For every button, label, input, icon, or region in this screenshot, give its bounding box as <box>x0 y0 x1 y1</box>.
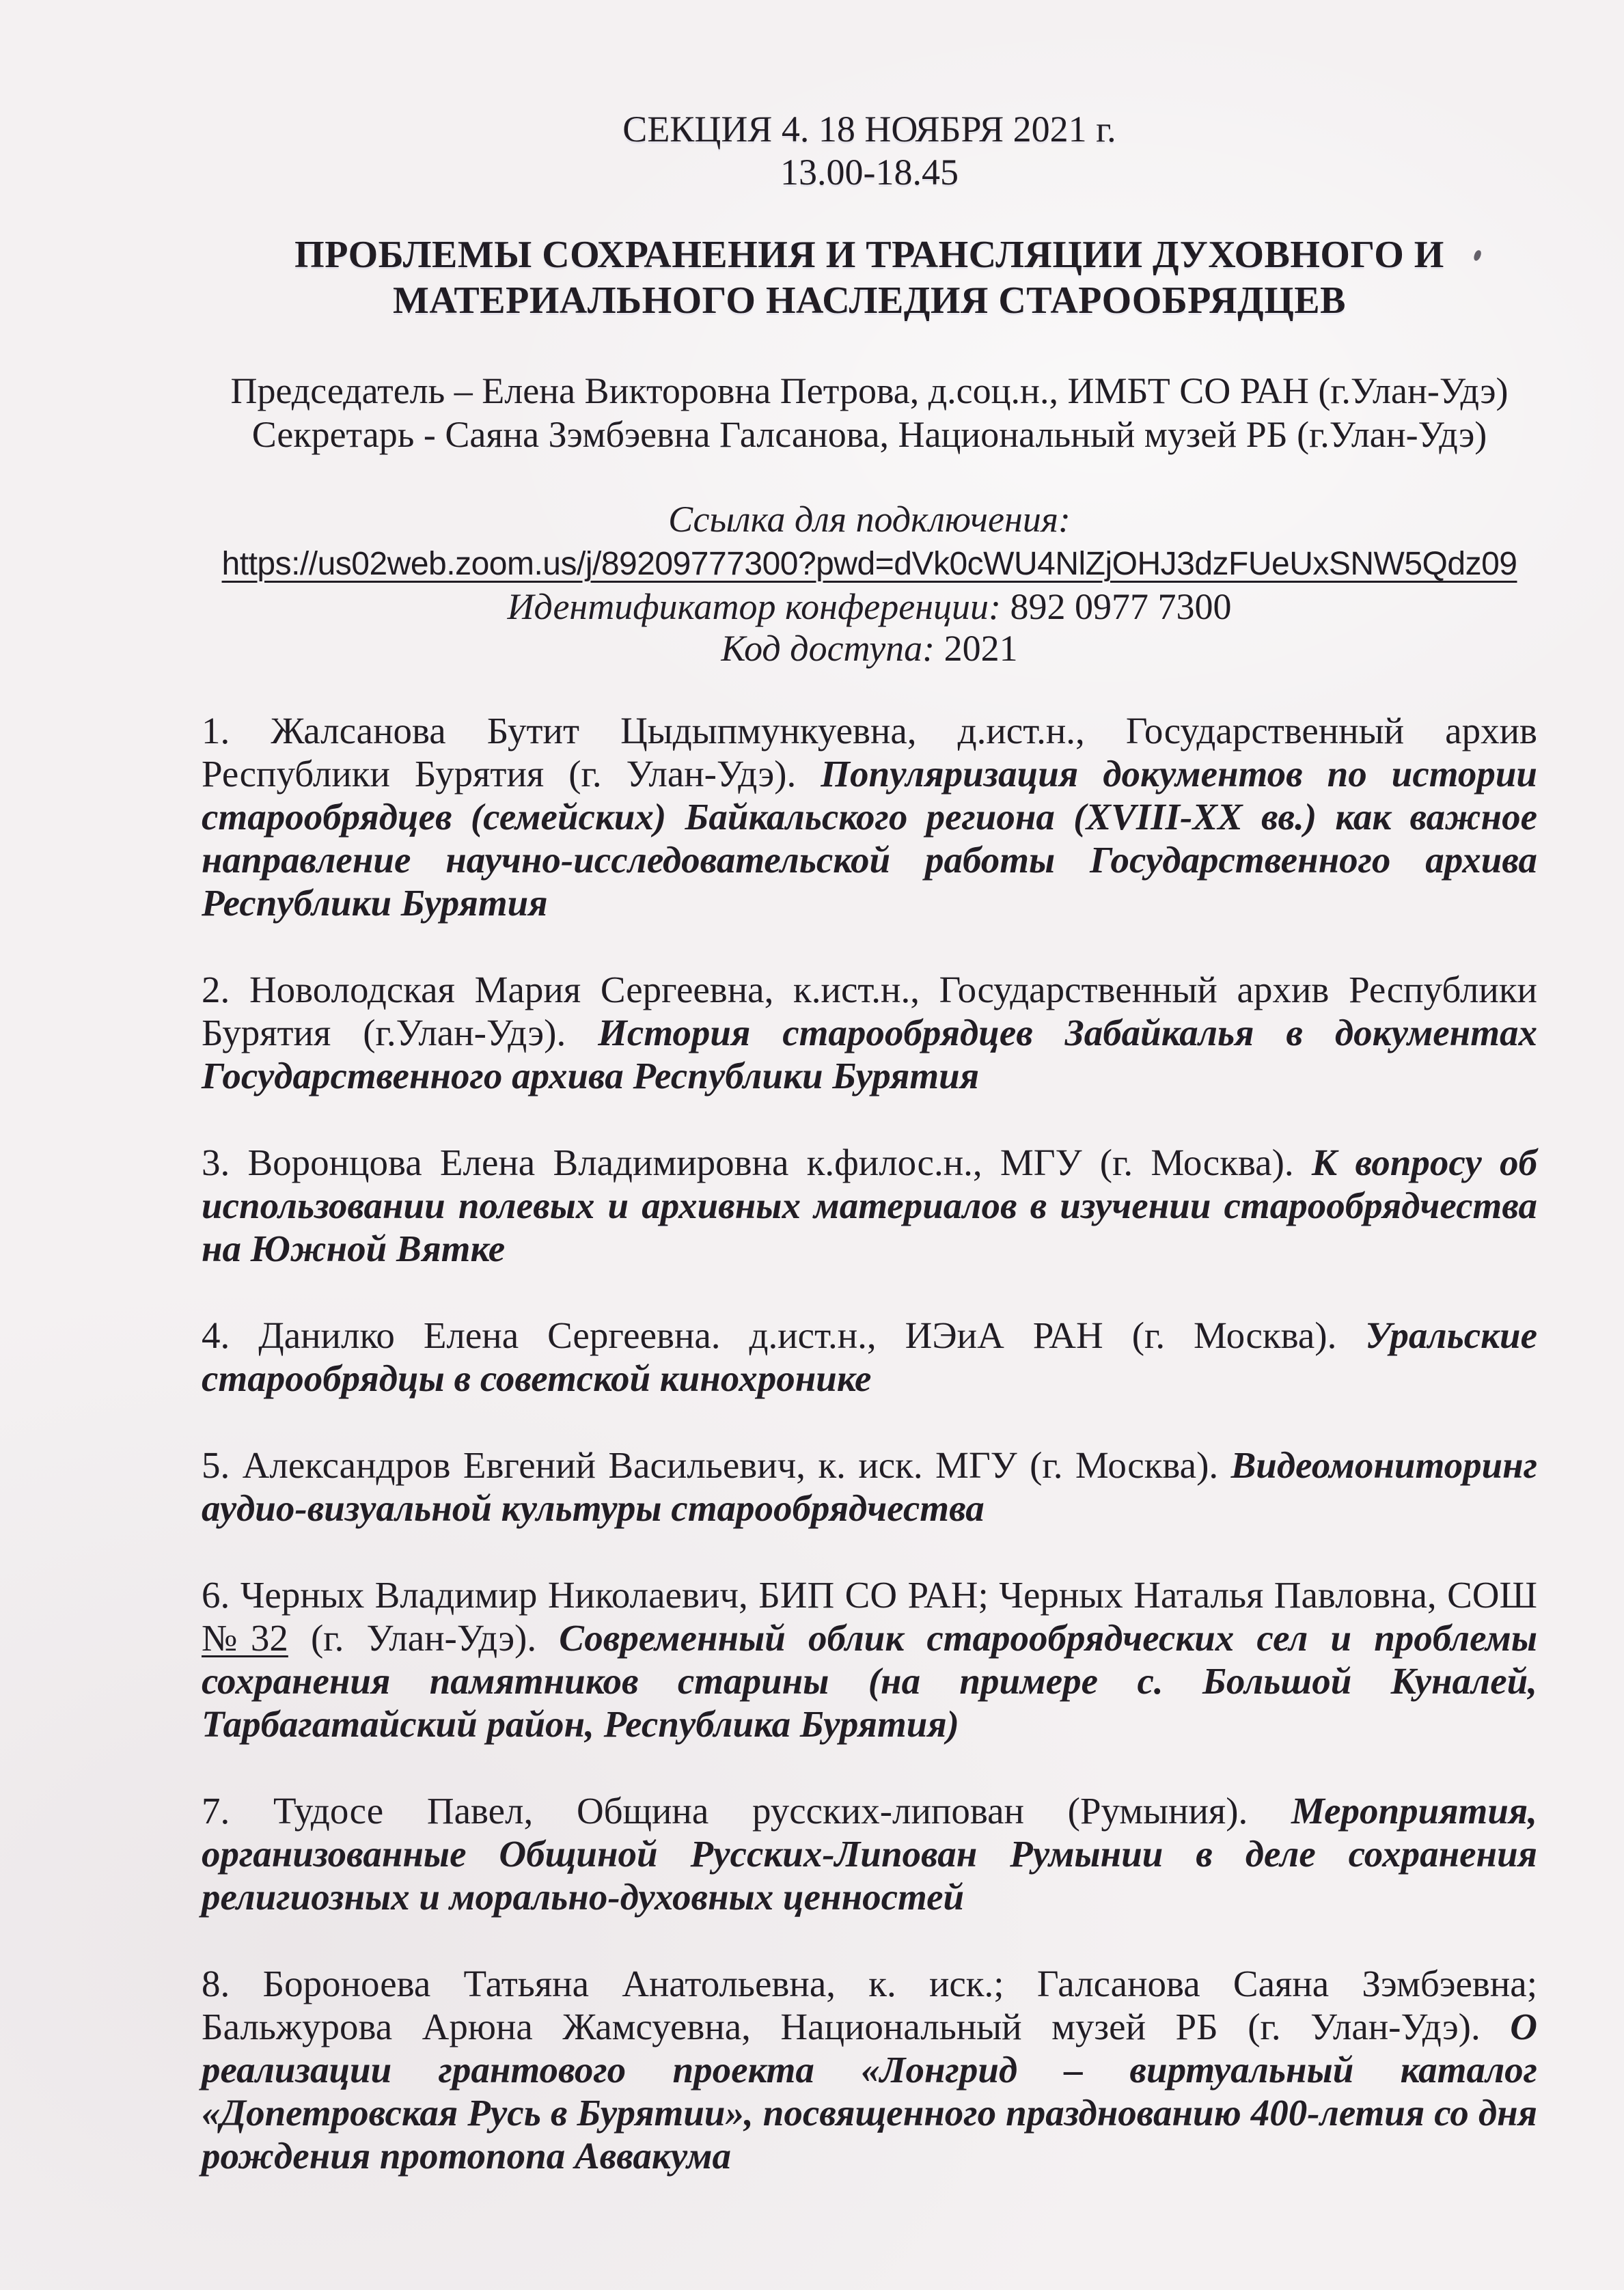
author-affiliation: 8. Бороноева Татьяна Анатольевна, к. иск.; Галсанова Саяна Зэмбэевна; Бальжурова Арюна Жамсуевна, Национальный музей РБ (г. Улан-Удэ). <box>202 1963 1537 2047</box>
program-item-7 <box>202 1789 1537 1918</box>
program-list <box>202 709 1537 2177</box>
talk-title: О реализации грантового проекта «Лонгрид – виртуальный каталог «Допетровская Русь в Бурятии», посвященного празднованию 400-летия со дня рождения протопопа Аввакума <box>202 2006 1537 2177</box>
passcode-label: Код доступа: <box>721 628 935 669</box>
document-title <box>202 232 1537 324</box>
author-affiliation: 5. Александров Евгений Васильевич, к. иск. МГУ (г. Москва). <box>202 1444 1231 1486</box>
program-item-5 <box>202 1444 1537 1530</box>
program-item-4 <box>202 1314 1537 1400</box>
program-item-6 <box>202 1573 1537 1746</box>
program-item-3 <box>202 1141 1537 1270</box>
author-affiliation: 4. Данилко Елена Сергеевна. д.ист.н., ИЭиА РАН (г. Москва). <box>202 1314 1366 1356</box>
secretary-line: Секретарь - Саяна Зэмбэевна Галсанова, Национальный музей РБ (г.Улан-Удэ) <box>251 414 1487 455</box>
zoom-link-label: Ссылка для подключения: <box>668 499 1071 540</box>
author-affiliation: (г. Улан-Удэ). <box>288 1617 560 1659</box>
program-item-2 <box>202 968 1537 1097</box>
author-affiliation: 6. Черных Владимир Николаевич, БИП СО РАН; Черных Наталья Павловна, СОШ <box>202 1574 1537 1616</box>
section-heading-time: 13.00-18.45 <box>780 152 959 193</box>
section-heading-line1: СЕКЦИЯ 4. 18 НОЯБРЯ 2021 г. <box>622 109 1116 150</box>
talk-title: Видеомониторинг аудио-визуальной культуры старообрядчества <box>202 1444 1537 1529</box>
talk-title: Мероприятия, организованные Общиной Русских-Липован Румынии в деле сохранения религиозных и морально-духовных ценностей <box>202 1790 1537 1918</box>
chairperson-line: Председатель – Елена Викторовна Петрова, д.соц.н., ИМБТ СО РАН (г.Улан-Удэ) <box>230 370 1509 411</box>
author-affiliation: 1. Жалсанова Бутит Цыдыпмункуевна, д.ист.н., Государственный архив Республики Бурятия (г. Улан-Удэ). <box>202 710 1537 795</box>
meeting-id-label: Идентификатор конференции: <box>507 586 1001 627</box>
author-affiliation: №32 <box>202 1617 288 1659</box>
program-item-8 <box>202 1962 1537 2177</box>
connection-block <box>202 499 1537 670</box>
author-affiliation: 3. Воронцова Елена Владимировна к.филос.н., МГУ (г. Москва). <box>202 1142 1312 1183</box>
author-affiliation: 7. Тудосе Павел, Община русских-липован (Румыния). <box>202 1790 1291 1832</box>
passcode-value: 2021 <box>944 628 1018 669</box>
document-title-line1: ПРОБЛЕМЫ СОХРАНЕНИЯ И ТРАНСЛЯЦИИ ДУХОВНОГО И <box>294 234 1444 276</box>
talk-title: История старообрядцев Забайкалья в документах Государственного архива Республики Бурятия <box>202 1012 1537 1096</box>
talk-title: К вопросу об использовании полевых и архивных материалов в изучении старообрядчества на Южной Вятке <box>202 1142 1538 1269</box>
zoom-meeting-link: https://us02web.zoom.us/j/89209777300?pwd=dVk0cWU4NlZjOHJ3dzFUeUxSNW5Qdz09 <box>221 546 1517 582</box>
author-affiliation: 2. Новолодская Мария Сергеевна, к.ист.н., Государственный архив Республики Бурятия (г.Улан-Удэ). <box>202 969 1537 1053</box>
talk-title: Популяризация документов по истории старообрядцев (семейских) Байкальского региона (XVIII-XX вв.) как важное направление научно-исследовательской работы Государственного архива Республики Бурятия <box>202 753 1537 924</box>
talk-title: Уральские старообрядцы в советской кинохронике <box>202 1314 1537 1399</box>
meeting-id-value: 892 0977 7300 <box>1010 586 1232 627</box>
meeting-id-line <box>202 586 1537 628</box>
passcode-line <box>202 628 1537 670</box>
document-title-line2: МАТЕРИАЛЬНОГО НАСЛЕДИЯ СТАРООБРЯДЦЕВ <box>393 279 1346 322</box>
section-heading <box>202 108 1537 194</box>
program-item-1 <box>202 709 1537 924</box>
officials-block <box>202 369 1537 456</box>
zoom-link-line <box>202 540 1537 586</box>
talk-title: Современный облик старообрядческих сел и проблемы сохранения памятников старины (на примере с. Большой Куналей, Тарбагатайский район, Республика Бурятия) <box>202 1617 1537 1745</box>
